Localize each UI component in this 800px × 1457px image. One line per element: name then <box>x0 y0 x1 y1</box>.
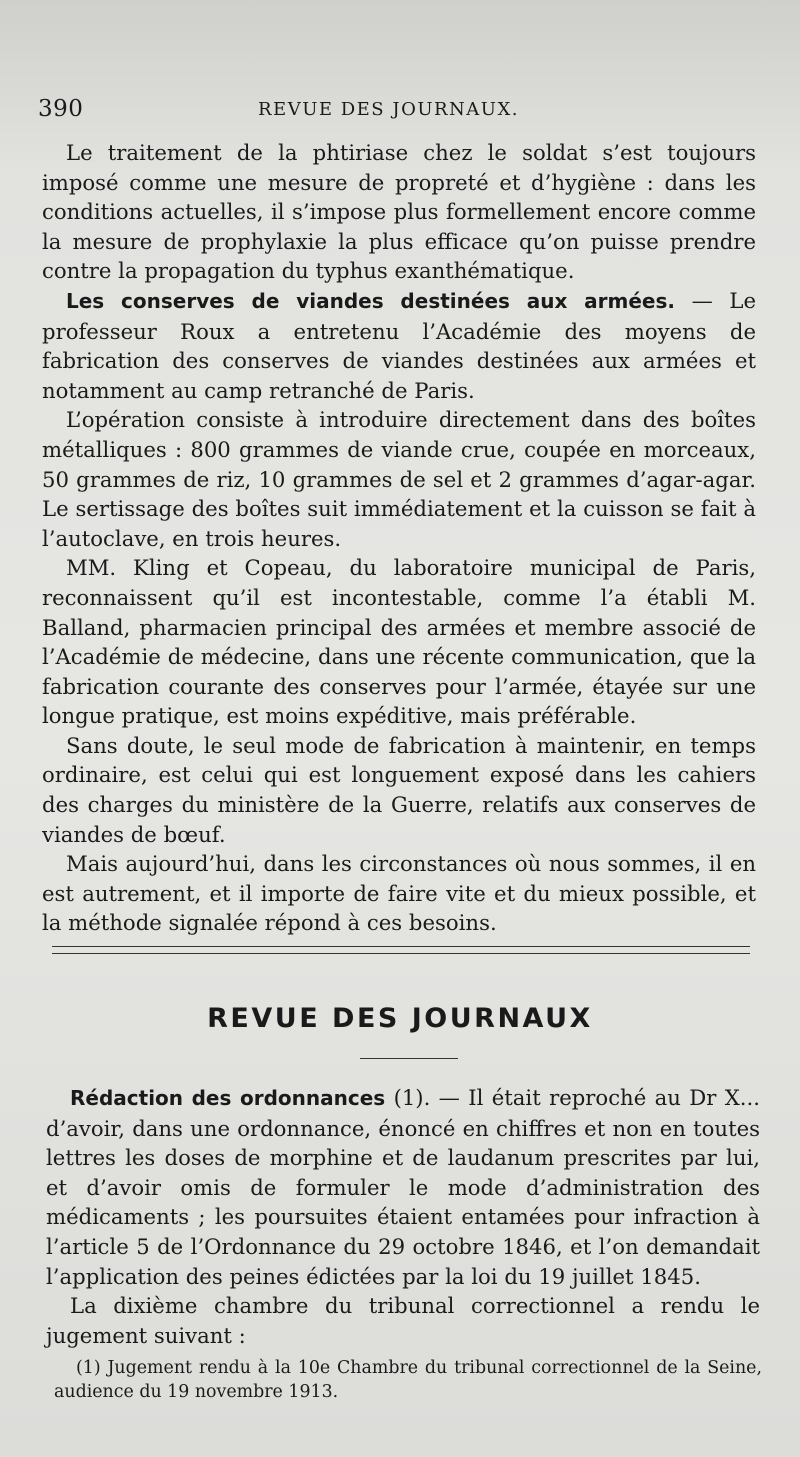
paragraph-text: (1). — Il était reproché au Dr X... d’avoir, dans une ordonnance, énoncé en chiffres et non en toutes lettres les doses de morphine et de laudanum prescrites par lui, et d’avoir omis de formuler le mode d’administration des médicaments ; les poursuites étaient entamées pour infraction à l’article 5 de l’Ordonnance du 29 octobre 1846, et l’on demandait l’application des peines édictées par la loi du 19 juillet 1845. <box>46 1085 761 1289</box>
paragraph <box>46 1083 760 1291</box>
paragraph: La dixième chambre du tribunal correctionnel a rendu le jugement suivant : <box>46 1293 760 1348</box>
footnote <box>54 1356 762 1404</box>
page-header <box>38 96 760 130</box>
short-divider <box>360 1058 458 1059</box>
paragraph-text: — Le professeur Roux a entretenu l’Académie des moyens de fabrication des conserves de viandes destinées aux armées et notamment au camp retranché de Paris. <box>42 287 756 403</box>
paragraph: Mais aujourd’hui, dans les circonstances où nous sommes, il en est autrement, et il importe de faire vite et du mieux possible, et la méthode signalée répond à ces besoins. <box>42 851 756 936</box>
section-title: REVUE DES JOURNAUX <box>207 1003 593 1034</box>
paragraph: Le traitement de la phtiriase chez le soldat s’est toujours imposé comme une mesure de propreté et d’hygiène : dans les conditions actuelles, il s’impose plus formellement encore comme la mesure de prophylaxie la plus efficace qu’on puisse prendre contre la propagation du typhus exanthématique. <box>42 140 756 284</box>
paragraph: MM. Kling et Copeau, du laboratoire municipal de Paris, reconnaissent qu’il est incontestable, comme l’a établi M. Balland, pharmacien principal des armées et membre associé de l’Académie de médecine, dans une récente communication, que la fabrication courante des conserves pour l’armée, étayée sur une longue pratique, est moins expéditive, mais préférable. <box>42 555 756 729</box>
run-in-heading: Rédaction des ordonnances <box>70 1086 386 1110</box>
article-bottom <box>46 1083 760 1350</box>
paragraph: Sans doute, le seul mode de fabrication à maintenir, en temps ordinaire, est celui qui est longuement exposé dans les cahiers des charges du ministère de la Guerre, relatifs aux conserves de viandes de bœuf. <box>42 732 756 847</box>
double-divider <box>52 946 750 954</box>
run-in-heading: Les conserves de viandes destinées aux armées. <box>66 288 676 313</box>
page-number: 390 <box>38 96 84 122</box>
paragraph <box>42 286 756 405</box>
running-title: REVUE DES JOURNAUX. <box>258 99 519 120</box>
footnote-text: (1) Jugement rendu à la 10e Chambre du tribunal correctionnel de la Seine, audience du 19 novembre 1913. <box>54 1358 762 1402</box>
article-top <box>42 138 756 938</box>
paragraph: L’opération consiste à introduire directement dans des boîtes métalliques : 800 grammes de viande crue, coupée en morceaux, 50 grammes de riz, 10 grammes de sel et 2 grammes d’agar-agar. Le sertissage des boîtes suit immédiatement et la cuisson se fait à l’autoclave, en trois heures. <box>42 407 756 551</box>
